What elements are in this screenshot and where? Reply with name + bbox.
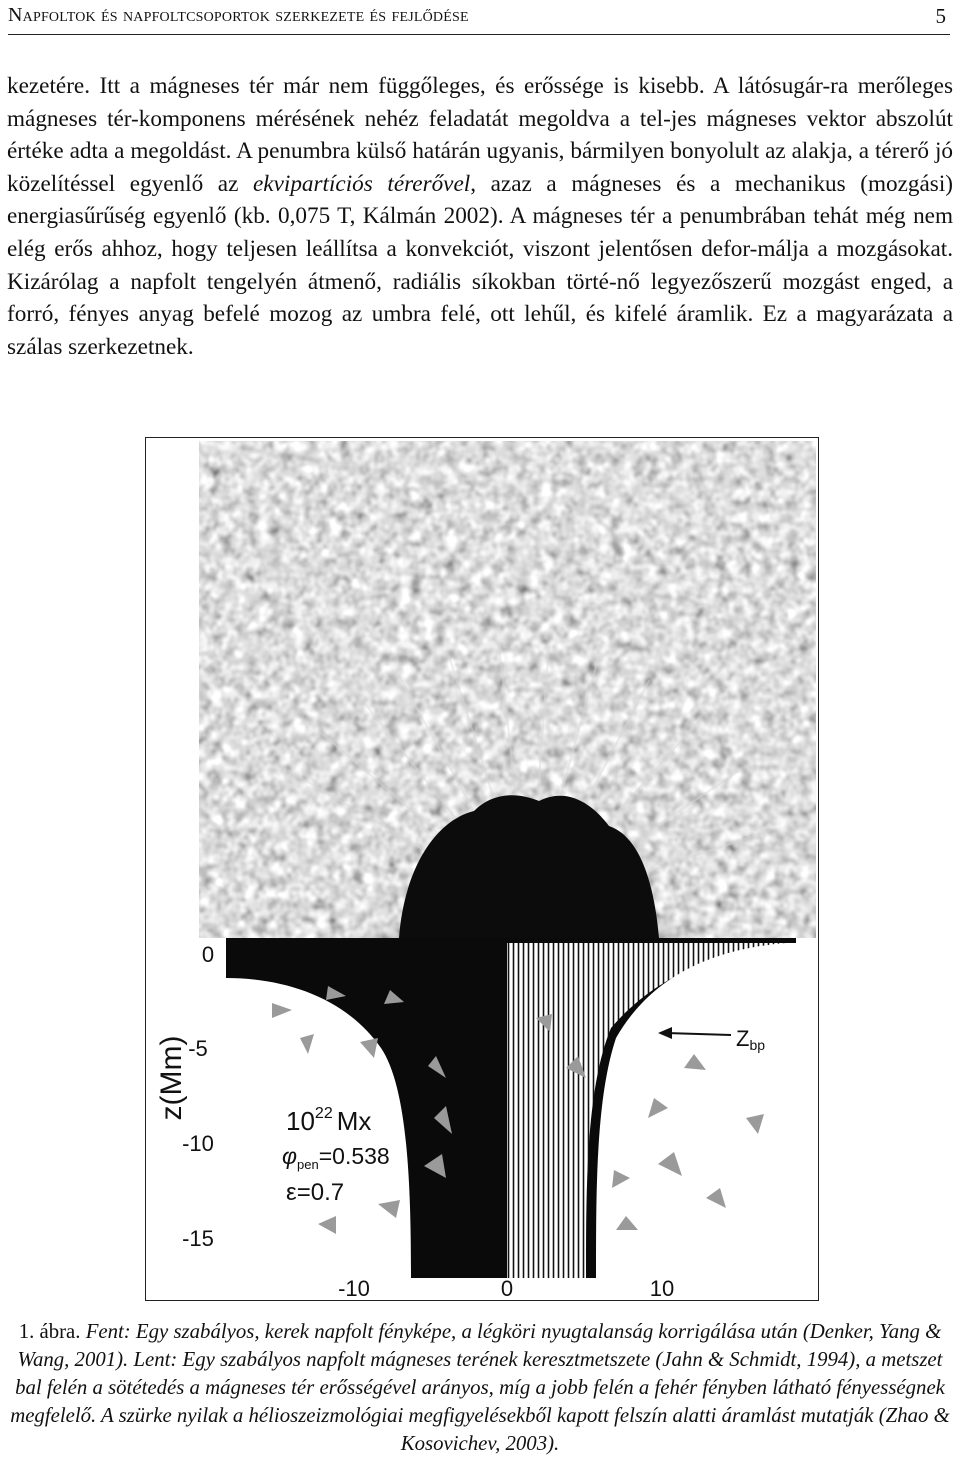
diagram-bottom-margin <box>146 1278 818 1300</box>
y-tick-minus-5: -5 <box>188 1036 208 1061</box>
x-tick-0: 0 <box>500 1276 514 1300</box>
y-axis-label: z(Mm) <box>155 1035 188 1121</box>
running-header <box>8 0 950 35</box>
flux-exponent: 22 <box>314 1105 333 1122</box>
phi-subscript: pen <box>297 1157 319 1172</box>
body-paragraph <box>7 70 953 363</box>
page-number: 5 <box>935 4 946 28</box>
phi-symbol: φ <box>282 1143 298 1169</box>
y-tick-0: 0 <box>201 942 215 967</box>
epsilon-label: ε=0.7 <box>286 1179 345 1206</box>
x-tick-minus-10: -10 <box>338 1276 370 1300</box>
body-text-part-1: kezetére. Itt a mágneses tér már nem függőleges, és erőssége is kisebb. A látósugár-ra merőleges mágneses tér-komponens mérésének nehéz feladatát megoldva a tel-jes mágneses vektor abszolút értéke adta a megoldást. A penumbra külső határán ugyanis, bármilyen bonyolult az alakja, a térerő jó közelítéssel egyenlő az <box>7 73 953 197</box>
x-tick-10: 10 <box>649 1276 675 1300</box>
z-subscript: bp <box>749 1037 766 1053</box>
caption-number: 1. ábra. <box>18 1320 81 1343</box>
figure-caption <box>6 1318 954 1458</box>
z-label: Z <box>736 1026 750 1051</box>
y-tick-minus-10: -10 <box>182 1131 214 1156</box>
flux-unit: Mx <box>336 1106 372 1136</box>
body-text-part-2: , azaz a mágneses és a mechanikus (mozgási) energiasűrűség egyenlő (kb. 0,075 T, Kálmán 2002). A mágneses tér a penumbrában tehát még nem elég erős ahhoz, hogy teljesen leállítsa a konvekciót, viszont jelentősen defor-málja a mozgásokat. Kizárólag a napfolt tengelyén átmenő, radiális síkokban törté-nő legyezőszerű mozgást enged, a forró, fényes anyag befelé mozog az umbra felé, ott lehűl, és kifelé áramlik. Ez a magyarázata a szálas szerkezetnek. <box>7 170 953 360</box>
sunspot-photo <box>199 441 816 938</box>
magnetic-field-cross-section <box>146 938 818 1300</box>
flux-base: 10 <box>286 1106 315 1136</box>
y-tick-minus-15: -15 <box>182 1226 214 1251</box>
caption-text: Fent: Egy szabályos, kerek napfolt fényképe, a légköri nyugtalanság korrigálása után (Denker, Yang & Wang, 2001). Lent: Egy szabályos napfolt mágneses terének keresztmetszete (Jahn & Schmidt, 1994), a metszet bal felén a sötétedés a mágneses tér erősségével arányos, míg a jobb felén a fehér fényben látható fényességnek megfelelő. A szürke nyilak a hélioszeizmológiai megfigyelésekből kapott felszín alatti áramlást mutatják (Zhao & Kosovichev, 2003). <box>10 1320 950 1455</box>
phi-value: =0.538 <box>318 1143 390 1169</box>
diagram-right-margin <box>796 938 818 1300</box>
figure-1 <box>145 437 819 1301</box>
running-header-title: Napfoltok és napfoltcsoportok szerkezete és fejlődése <box>8 4 469 26</box>
body-text-italic-term: ekvipartíciós térerővel <box>253 170 471 197</box>
